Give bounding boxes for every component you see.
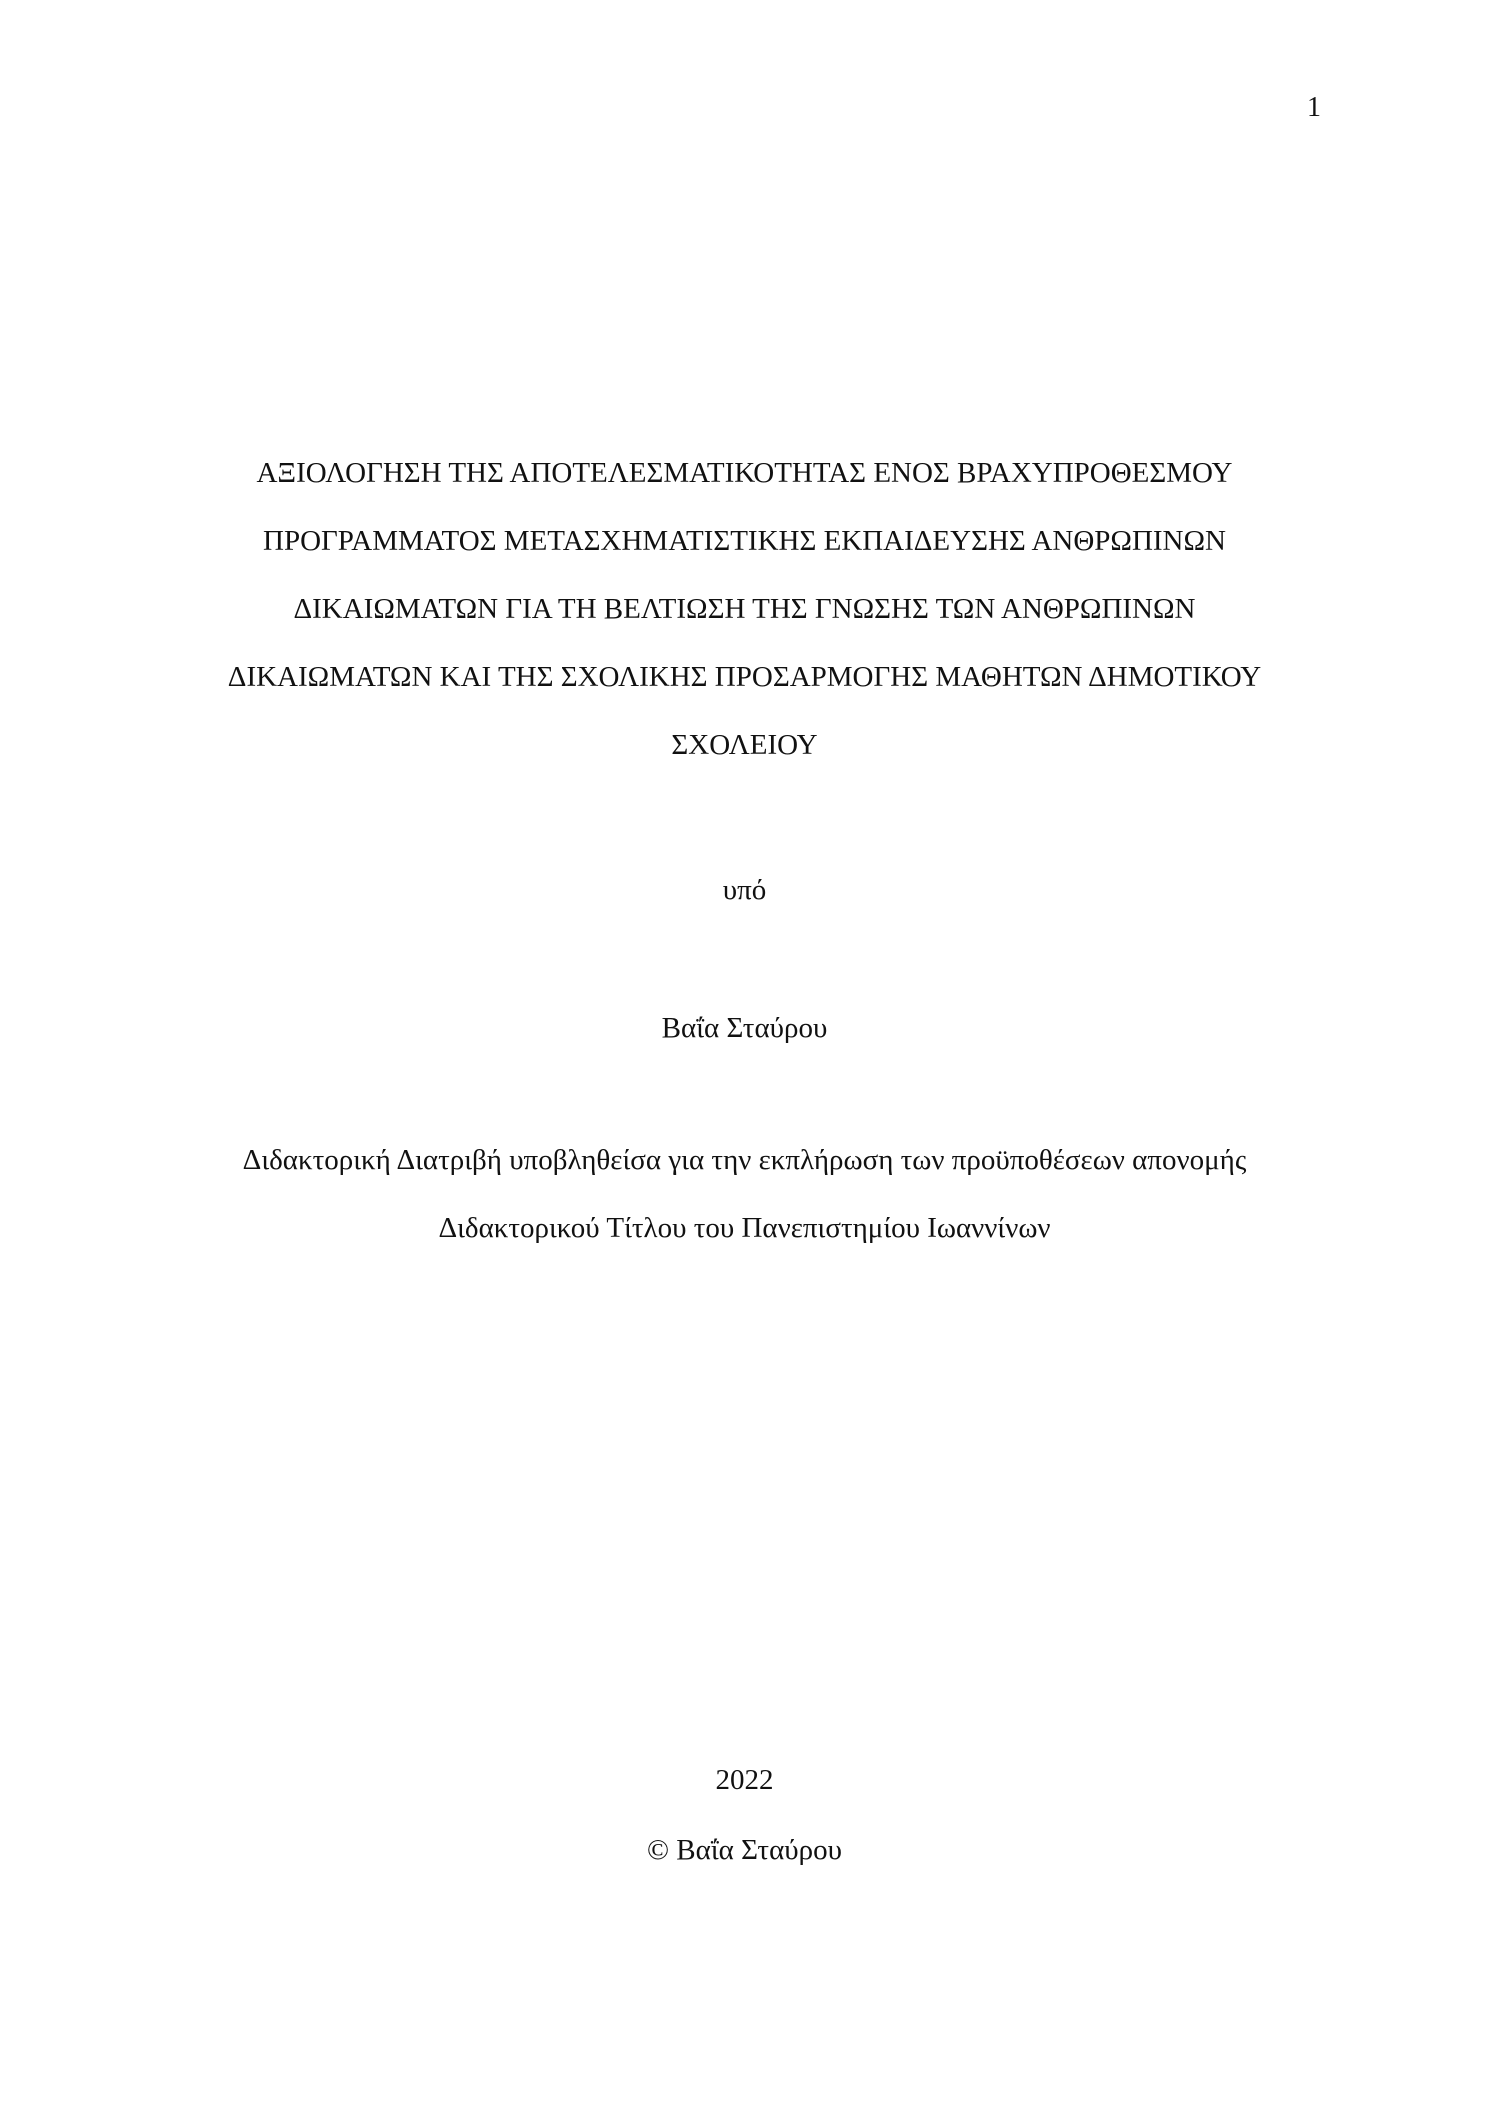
thesis-title — [0, 453, 1489, 793]
thesis-title-line: ΔΙΚΑΙΩΜΑΤΩΝ ΓΙΑ ΤΗ ΒΕΛΤΙΩΣΗ ΤΗΣ ΓΝΩΣΗΣ ΤΩΝ ΑΝΘΡΩΠΙΝΩΝ — [293, 593, 1196, 625]
thesis-title-line: ΑΞΙΟΛΟΓΗΣΗ ΤΗΣ ΑΠΟΤΕΛΕΣΜΑΤΙΚΟΤΗΤΑΣ ΕΝΟΣ ΒΡΑΧΥΠΡΟΘΕΣΜΟΥ — [256, 457, 1233, 489]
by-label: υπό — [722, 874, 767, 906]
thesis-title-line: ΣΧΟΛΕΙΟΥ — [671, 729, 818, 761]
thesis-description-line: Διδακτορική Διατριβή υποβληθείσα για την εκπλήρωση των προϋποθέσεων απονομής — [242, 1144, 1247, 1176]
thesis-title-line: ΠΡΟΓΡΑΜΜΑΤΟΣ ΜΕΤΑΣΧΗΜΑΤΙΣΤΙΚΗΣ ΕΚΠΑΙΔΕΥΣΗΣ ΑΝΘΡΩΠΙΝΩΝ — [263, 525, 1226, 557]
copyright-notice: © Βαΐα Σταύρου — [647, 1834, 842, 1866]
author-name: Βαΐα Σταύρου — [661, 1012, 828, 1044]
page-number: 1 — [1307, 92, 1321, 123]
thesis-description-line: Διδακτορικού Τίτλου του Πανεπιστημίου Ιωαννίνων — [438, 1212, 1051, 1244]
publication-year: 2022 — [715, 1764, 774, 1796]
thesis-title-line: ΔΙΚΑΙΩΜΑΤΩΝ ΚΑΙ ΤΗΣ ΣΧΟΛΙΚΗΣ ΠΡΟΣΑΡΜΟΓΗΣ ΜΑΘΗΤΩΝ ΔΗΜΟΤΙΚΟΥ — [227, 661, 1262, 693]
thesis-description — [0, 1140, 1489, 1276]
